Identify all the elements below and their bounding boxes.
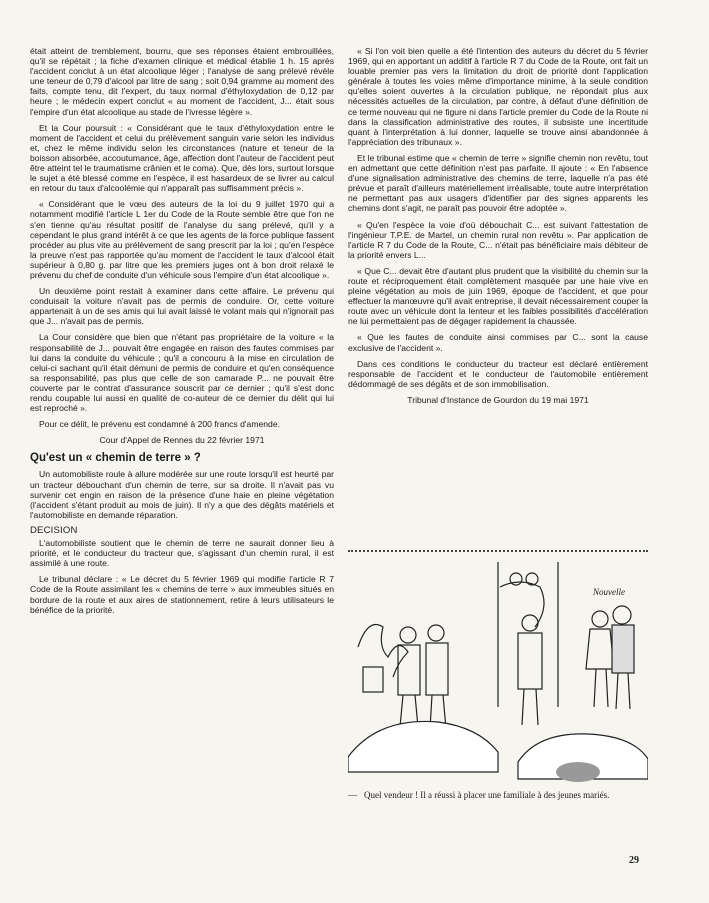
paragraph: « Qu'en l'espèce la voie d'où débouchait C... est suivant l'attestation de l'ingénieur T.P.E. de Martel, un chemin rural non revêtu ». Par application de l'article R 7 du Code de la Route, C... n'était pas bénéficiaire mais débiteur de la priorité envers L... (348, 219, 648, 260)
caption-text: Quel vendeur ! Il a réussi à placer une familiale à des jeunes mariés. (364, 790, 610, 800)
paragraph: « Considérant que le vœu des auteurs de la loi du 9 juillet 1970 qui a notamment modifié l'article L 1er du Code de la Route semble être que l'on ne s'en tienne qu'au résultat positif de l'analyse du sang prélevé, qu'il y a cependant le plus grand intérêt à ce que les agents de la force publique fassent procéder au plus vite au prélèvement de sang prescrit par la loi ; qu'en l'espèce la preuve n'est pas rapportée qu'au moment de l'accident le taux d'alcool était supérieur à 0,80 g. par litre que les premiers juges ont à bon droit relaxé le prévenu du chef de conduite d'un véhicule sous l'empire d'un état alcoolique ». (30, 199, 334, 280)
court-citation: Cour d'Appel de Rennes du 22 février 1971 (99, 435, 265, 446)
dotted-divider (348, 550, 648, 552)
left-column (30, 46, 334, 621)
right-column (348, 46, 648, 413)
section-title: Qu'est un « chemin de terre » ? (30, 452, 201, 465)
paragraph: Pour ce délit, le prévenu est condamné à 200 francs d'amende. (39, 419, 280, 430)
court-citation: Tribunal d'Instance de Gourdon du 19 mai 1971 (407, 394, 589, 405)
paragraph: était atteint de tremblement, bourru, que ses réponses étaient embrouillées, qu'il se répétait ; la fiche d'examen clinique et médical établie 1 h. 15 après l'accident conclut à un état alcoolique léger ; l'analyse de sang prélevé révèle une teneur de 0,79 d'alcool par litre de sang ; soit 0,94 gramme au moment des faits, compte tenu, dit l'expert, du taux normal d'éthyloxydation de 0,12 par heure ; le médecin expert conclut « au moment de l'accident, J... était sous l'empire d'un état alcoolique au stade de l'ivresse légère ». (30, 46, 334, 117)
paragraph: Un deuxième point restait à examiner dans cette affaire. Le prévenu qui conduisait la voiture n'avait pas de permis de conduire. Or, cette voiture appartenait à un de ses amis qui lui avait laissé le volant mais qui n'ignorait pas que J... n'avait pas de permis. (30, 286, 334, 327)
cartoon-illustration (348, 557, 648, 787)
paragraph: Le tribunal déclare : « Le décret du 5 février 1969 qui modifie l'article R 7 Code de la Route assimilant les « chemins de terre » aux immeubles situés en bordure de la route et aux aires de stationnement, retire à leurs utilisateurs le bénéfice de la priorité. (30, 574, 334, 615)
paragraph: « Que les fautes de conduite ainsi commises par C... sont la cause exclusive de l'accident ». (348, 332, 648, 353)
paragraph: Dans ces conditions le conducteur du tracteur est déclaré entièrement responsable de l'accident et le conducteur de l'automobile entièrement dédommagé de ses dégâts et de son immobilisation. (348, 358, 648, 389)
paragraph: « Que C... devait être d'autant plus prudent que la visibilité du chemin sur la route et réciproquement était complètement masquée par une haie vive en pleine végétation au mois de juin 1969, époque de l'accident, et que pour effectuer la manœuvre qu'il avait entreprise, il devait nécessairement couper la route avec un véhicule dont la lenteur et les faibles possibilités d'accélération ne lui permettaient pas de dégager rapidement la chaussée. (348, 265, 648, 327)
paragraph: Et le tribunal estime que « chemin de terre » signifie chemin non revêtu, tout en admettant que cette définition n'est pas parfaite. Il ajoute : « En l'absence d'une signalisation administrative des chemins de terre, laquelle n'a pas été prévue et paraît d'ailleurs matériellement irréalisable, toute autre interprétation ne permettant pas aux usagers d'identifier par des signes apparents les chemins dont s'agit, ne paraît pas pouvoir être adoptée ». (348, 152, 648, 214)
paragraph: Et la Cour poursuit : « Considérant que le taux d'éthyloxydation entre le moment de l'accident et celui du prélèvement sanguin varie selon les individus et, chez le même individu selon les circonstances (nature et teneur de la boisson absorbée, accoutumance, âge, affection dont l'auteur de l'accident peut être atteint tel le traumatisme crânien et le coma). Que, dès lors, surtout lorsque le sujet a été blessé comme en l'espèce, il est hasardeux de se livrer au calcul en retour du taux d'alcoolémie qui n'apparaît pas suffisamment précis ». (30, 122, 334, 194)
paragraph: « Si l'on voit bien quelle a été l'intention des auteurs du décret du 5 février 1969, qui en apportant un additif à l'article R 7 du Code de la Route, ont fait un louable premier pas vers la limitation du droit de priorité dont l'application générale à toutes les voies même d'importance minime, à la seule condition qu'elles soient ouvertes à la circulation publique, ne répondait plus aux nécessités actuelles de la circulation, par contre, à défaut d'une définition de ce terme nouveau qui ne figure ni dans l'article premier du Code de la Route ni dans la classification administrative des routes, il subsiste une incertitude quant à l'interprétation à lui donner, laquelle se trouve ainsi abandonnée à l'appréciation des tribunaux ». (348, 46, 648, 147)
decision-heading: DECISION (30, 524, 78, 536)
cartoon-signature: Nouvelle (593, 587, 625, 597)
paragraph: L'automobiliste soutient que le chemin de terre ne saurait donner lieu à priorité, et le conducteur du tracteur que, s'agissant d'un chemin rural, il est assimilé à une route. (30, 538, 334, 569)
paragraph: La Cour considère que bien que n'étant pas propriétaire de la voiture « la responsabilité de J... pouvait être engagée en raison des fautes commises par lui dans la conduite du véhicule ; qu'il a concouru à la mise en circulation de celui-ci sachant qu'il était démuni de permis de conduire et qu'en conséquence sa responsabilité, pas plus que celle de son camarade P... ne pouvait être couverte par le contrat d'assurance souscrit par ce dernier ; qu'il s'est donc rendu coupable lui aussi en qualité de co-auteur de ce dernier du délit qui lui est reproché ». (30, 332, 334, 414)
paragraph: Un automobiliste roule à allure modérée sur une route lorsqu'il est heurté par un tracteur débouchant d'un chemin de terre, sur sa droite. Il n'avait pas vu survenir cet engin en raison de la présence d'une haie en pleine végétation (l'accident s'étant produit au mois de juin). Il n'y a que des dégâts matériels et l'automobiliste en demande réparation. (30, 469, 334, 520)
page-number: 29 (629, 855, 639, 866)
cartoon-caption: — Quel vendeur ! Il a réussi à placer une familiale à des jeunes mariés. (348, 790, 610, 800)
